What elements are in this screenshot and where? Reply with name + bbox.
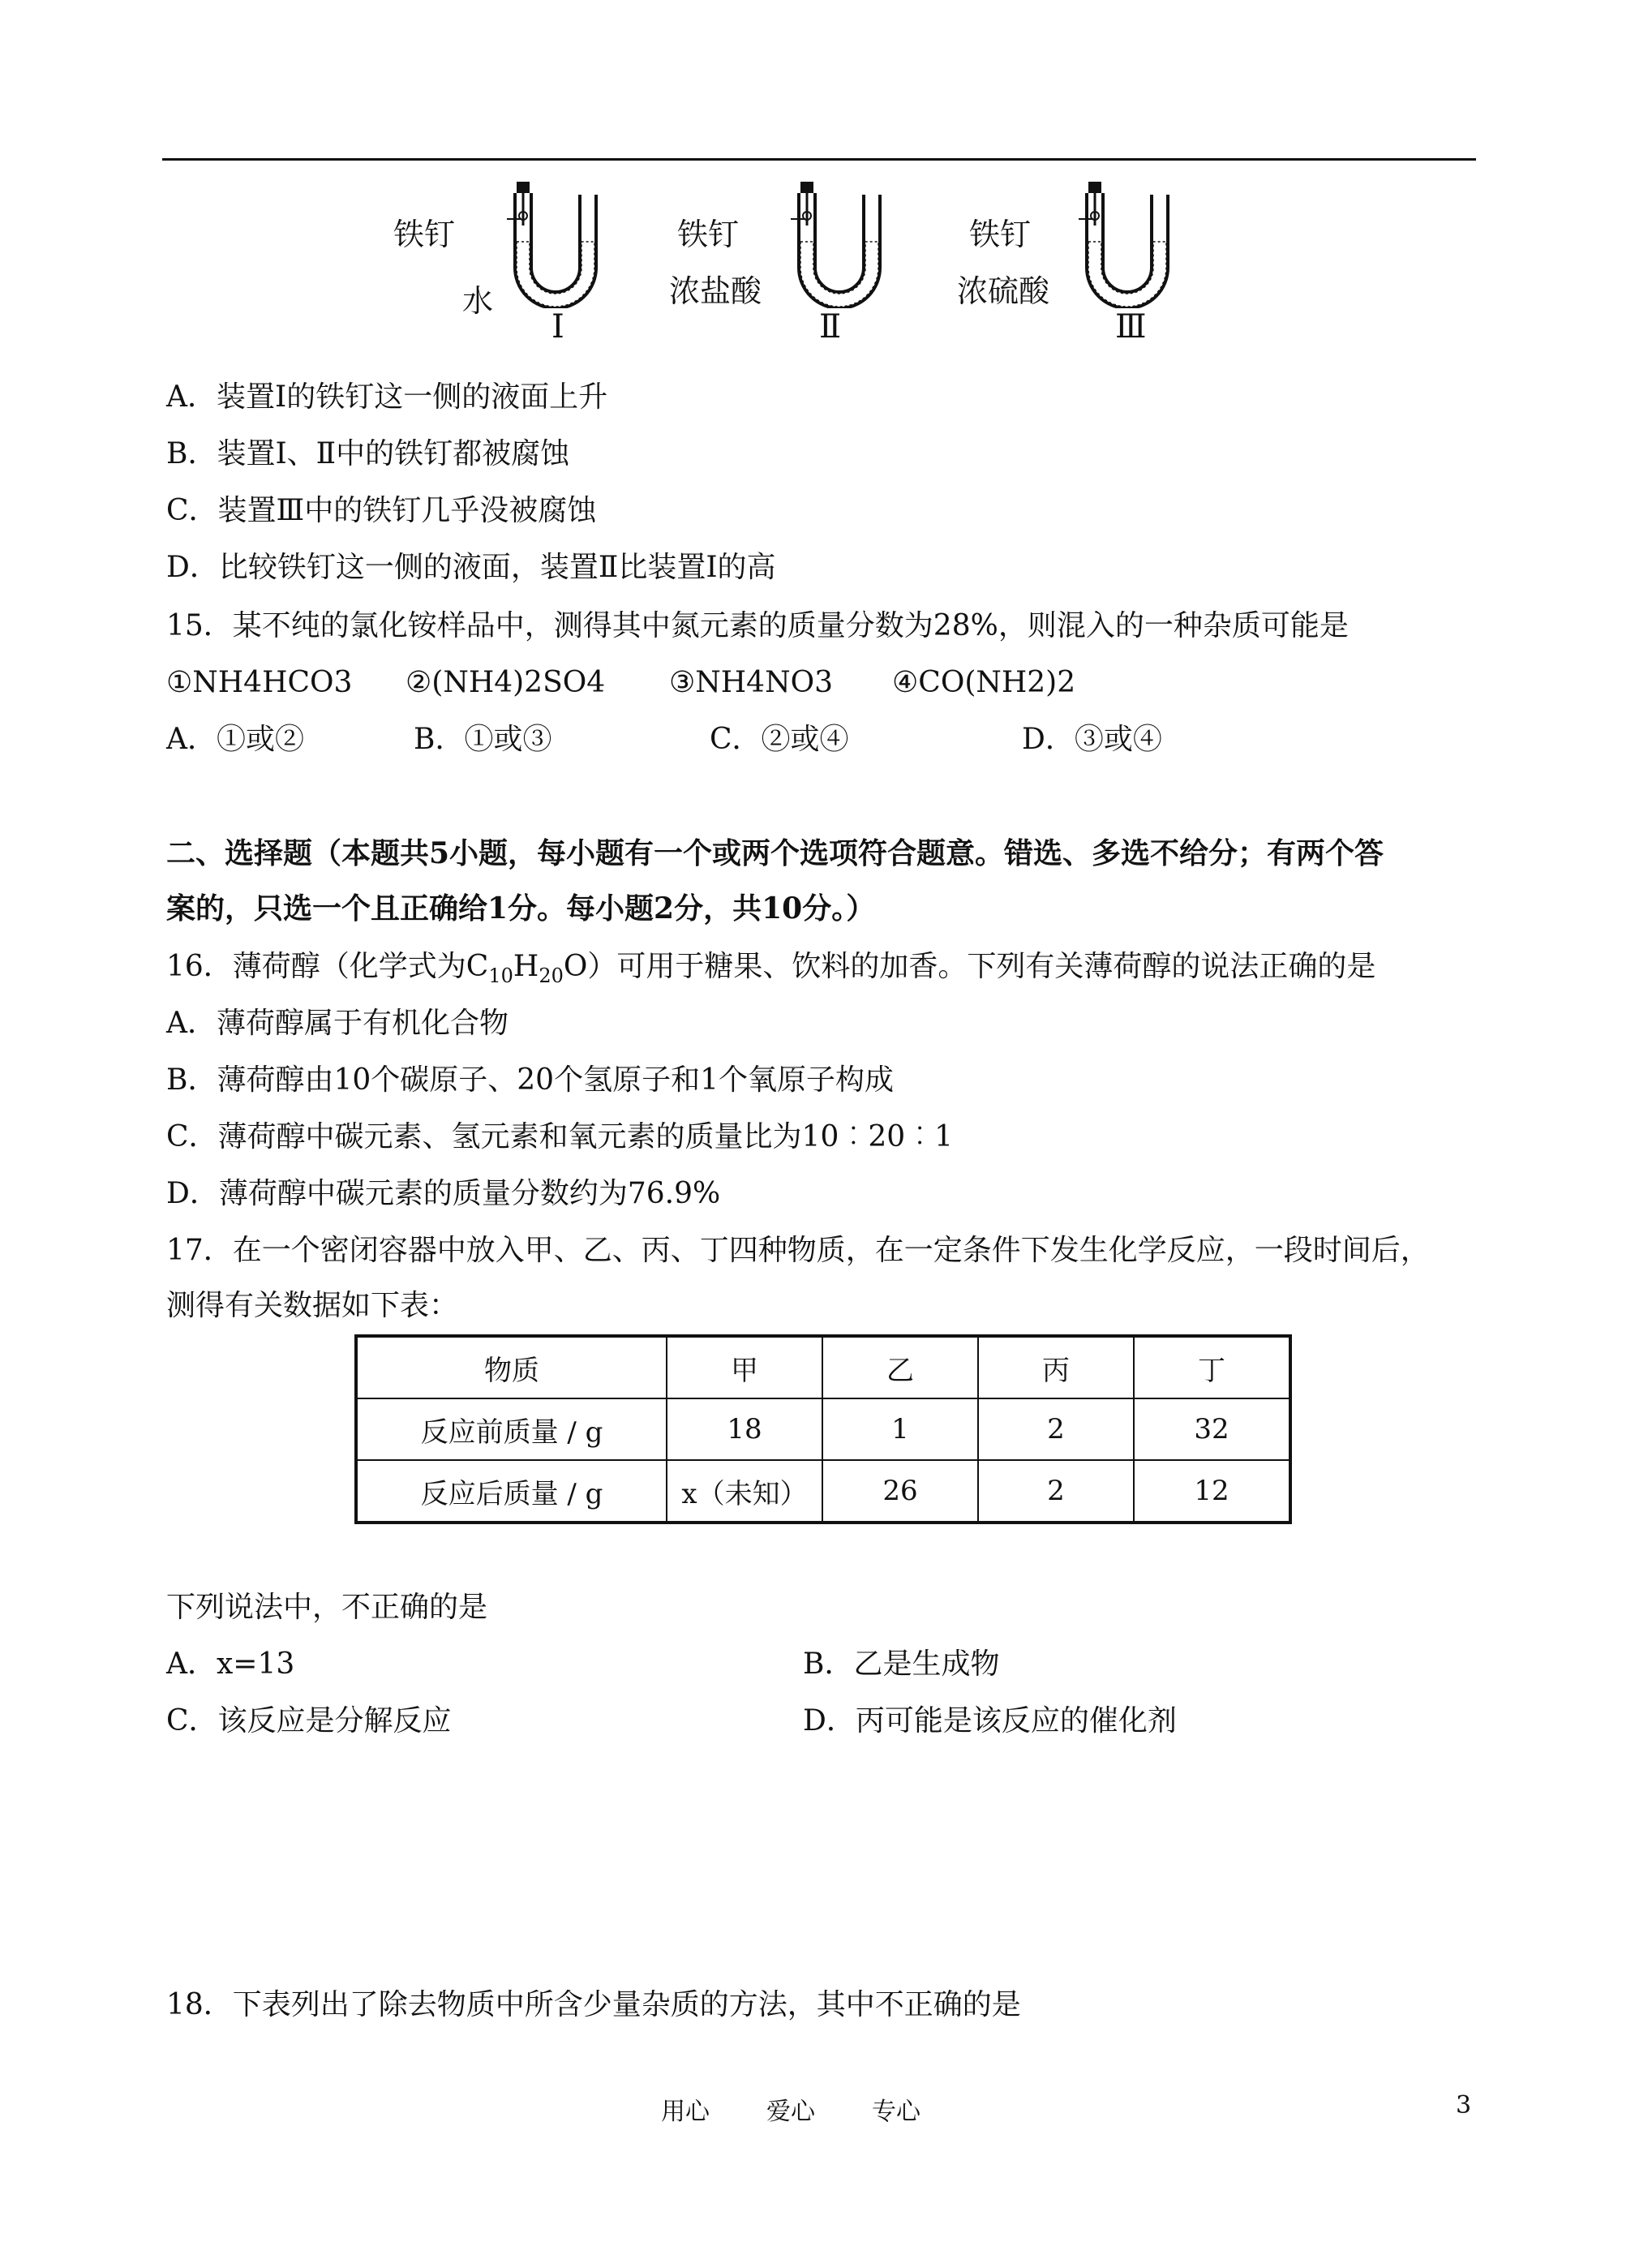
subscript: 20: [539, 964, 564, 987]
nail-label: 铁钉: [393, 217, 456, 252]
table-cell: 丙: [978, 1336, 1134, 1398]
table-cell: 26: [822, 1460, 978, 1523]
table-cell: 2: [978, 1460, 1134, 1523]
q15-option-a: A．①或②: [166, 723, 304, 756]
table-row: [356, 1398, 1290, 1460]
q14-option-a: A．装置Ⅰ的铁钉这一侧的液面上升: [166, 380, 608, 414]
table-cell: 丁: [1134, 1336, 1290, 1398]
table-header-row: [356, 1336, 1290, 1398]
page-number: 3: [1456, 2091, 1472, 2120]
q14-option-d: D．比较铁钉这一侧的液面，装置Ⅱ比装置Ⅰ的高: [166, 551, 776, 584]
nail-label: 铁钉: [677, 217, 740, 252]
table-cell: 12: [1134, 1460, 1290, 1523]
footer-slogan-2: 爱心: [766, 2098, 815, 2126]
q15-stem: 15．某不纯的氯化铵样品中，测得其中氮元素的质量分数为28%，则混入的一种杂质可能是: [166, 609, 1349, 642]
q16-stem-part: 16．薄荷醇（化学式为C: [166, 950, 489, 983]
table-cell: 1: [822, 1398, 978, 1460]
q15-item-3: ③NH4NO3: [669, 666, 833, 699]
u-tube-icon: [791, 178, 888, 308]
u-tube-icon: [1079, 178, 1176, 308]
q15-option-b: B．①或③: [414, 723, 552, 756]
q15-item-4: ④CO(NH2)2: [892, 666, 1076, 699]
q18-stem: 18．下表列出了除去物质中所含少量杂质的方法，其中不正确的是: [166, 1988, 1021, 2021]
table-cell: 甲: [667, 1336, 822, 1398]
apparatus-1: [377, 178, 620, 349]
q16-option-c: C．薄荷醇中碳元素、氢元素和氧元素的质量比为10︰20︰1: [166, 1120, 954, 1153]
q16-stem-part: O）可用于糖果、饮料的加香。下列有关薄荷醇的说法正确的是: [563, 950, 1376, 983]
footer-slogan-1: 用心: [661, 2098, 710, 2126]
apparatus-numeral: Ⅱ: [819, 308, 842, 346]
table-cell: 2: [978, 1398, 1134, 1460]
q14-option-b: B．装置Ⅰ、Ⅱ中的铁钉都被腐蚀: [166, 437, 570, 470]
q14-option-c: C．装置Ⅲ中的铁钉几乎没被腐蚀: [166, 494, 597, 527]
q15-option-d: D．③或④: [1022, 723, 1162, 756]
q15-option-c: C．②或④: [710, 723, 849, 756]
nail-label: 铁钉: [969, 217, 1032, 252]
q15-item-1: ①NH4HCO3: [166, 666, 353, 699]
table-cell: 乙: [822, 1336, 978, 1398]
q16-stem: [166, 949, 1375, 994]
table-cell: x（未知）: [667, 1460, 822, 1523]
q16-option-b: B．薄荷醇由10个碳原子、20个氢原子和1个氧原子构成: [166, 1063, 894, 1097]
table-cell: 物质: [356, 1336, 667, 1398]
header-rule: [162, 158, 1476, 161]
table-cell: 32: [1134, 1398, 1290, 1460]
subscript: 10: [488, 964, 513, 987]
q16-option-a: A．薄荷醇属于有机化合物: [166, 1007, 509, 1040]
q17-option-a: A．x=13: [166, 1647, 295, 1681]
liquid-label: 水: [462, 283, 494, 319]
liquid-label: 浓盐酸: [669, 273, 762, 309]
q16-option-d: D．薄荷醇中碳元素的质量分数约为76.9%: [166, 1177, 721, 1210]
u-tube-icon: [507, 178, 604, 308]
footer-slogan-3: 专心: [872, 2098, 920, 2126]
section-heading-line2: 案的，只选一个且正确给1分。每小题2分，共10分。）: [166, 891, 876, 926]
q17-prompt: 下列说法中，不正确的是: [166, 1591, 488, 1624]
apparatus-3: [957, 178, 1217, 349]
table-cell: 18: [667, 1398, 822, 1460]
liquid-label: 浓硫酸: [957, 273, 1050, 309]
q17-stem-line2: 测得有关数据如下表：: [166, 1289, 459, 1322]
section-heading-line1: 二、选择题（本题共5小题，每小题有一个或两个选项符合题意。错选、多选不给分；有两个答: [166, 836, 1384, 870]
table-cell: 反应前质量 / g: [356, 1398, 667, 1460]
q17-option-c: C．该反应是分解反应: [166, 1704, 452, 1738]
table-cell: 反应后质量 / g: [356, 1460, 667, 1523]
q16-stem-part: H: [513, 950, 539, 983]
q17-stem-line1: 17．在一个密闭容器中放入甲、乙、丙、丁四种物质，在一定条件下发生化学反应，一段时间后，: [166, 1234, 1430, 1267]
q17-option-b: B．乙是生成物: [803, 1647, 1000, 1681]
q17-data-table: [354, 1334, 1292, 1524]
apparatus-2: [669, 178, 929, 349]
q15-item-2: ②(NH4)2SO4: [406, 666, 606, 699]
table-row: [356, 1460, 1290, 1523]
q17-option-d: D．丙可能是该反应的催化剂: [803, 1704, 1177, 1738]
apparatus-numeral: Ⅲ: [1115, 308, 1147, 346]
apparatus-numeral: Ⅰ: [551, 308, 564, 346]
